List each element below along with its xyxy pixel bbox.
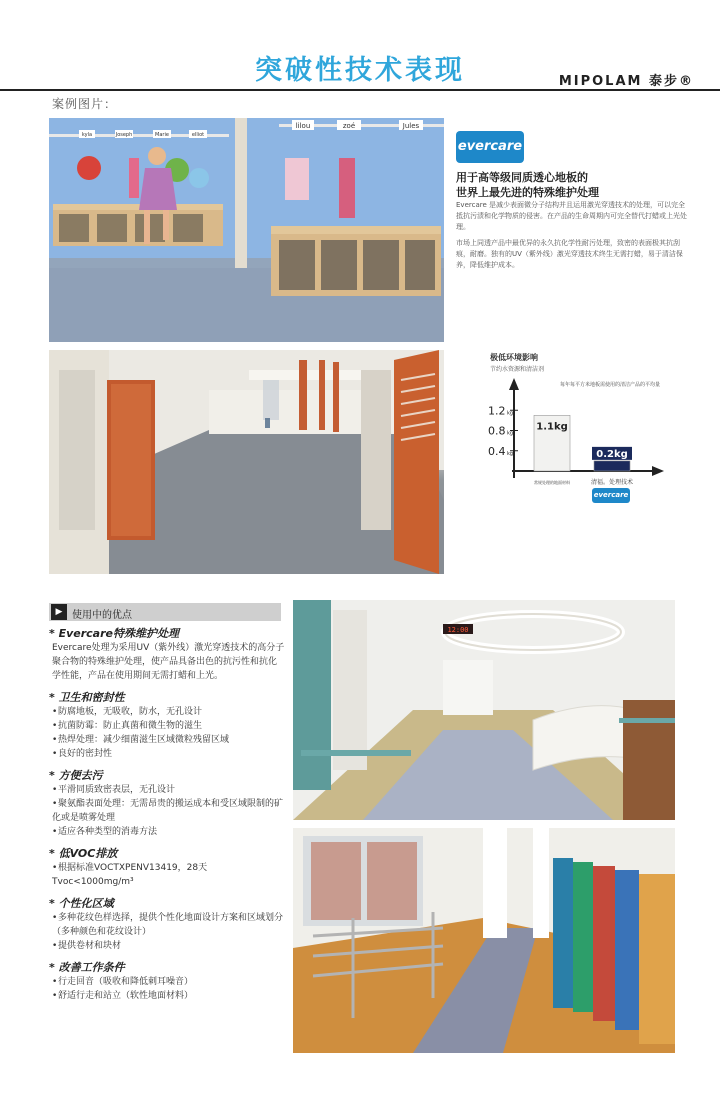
kindergarten-scene — [49, 118, 444, 342]
evercare-logo: evercare — [456, 131, 524, 163]
section-title: * 方便去污 — [49, 769, 103, 782]
chart-evercare-logo: evercare — [592, 488, 630, 503]
section-title: * 低VOC排放 — [49, 847, 118, 860]
advantages-header-label: 使用中的优点 — [72, 610, 132, 621]
bullet-item: •提供卷材和块材 — [52, 941, 122, 951]
bullet-item: •聚氨酯表面处理：无需昂贵的搬运成本和受区域限制的矿化或是喷雾处理 — [52, 799, 284, 823]
name-tag: lilou — [295, 122, 311, 130]
bullet-item: •良好的密封性 — [52, 749, 113, 759]
bar-value-label: 1.1kg — [536, 421, 568, 433]
bullet-item: •抗菌防霉：防止真菌和微生物的滋生 — [52, 721, 203, 731]
chart-title: 极低环境影响 — [490, 353, 538, 362]
evercare-heading-line2: 世界上最先进的特殊维护处理 — [456, 186, 599, 199]
section-title: * Evercare特殊维护处理 — [49, 627, 179, 640]
name-tag: Joseph — [115, 132, 133, 138]
bullet-item: •多种花纹色样选择，提供个性化地面设计方案和区域划分（多种颜色和花纹设计） — [52, 913, 284, 937]
y-axis-arrow — [509, 378, 519, 390]
lobby-scene — [293, 600, 675, 820]
chart-svg — [484, 350, 684, 510]
name-tag: kyla — [81, 132, 93, 138]
section-title: * 卫生和密封性 — [49, 691, 125, 704]
hospital-lobby-photo — [293, 600, 675, 820]
section-title: * 改善工作条件 — [49, 961, 125, 974]
evercare-heading-line1: 用于高等级同质透心地板的 — [456, 171, 588, 184]
advantages-list — [49, 626, 285, 1003]
bullet-item: •防腐地板，无吸收，防水，无孔设计 — [52, 707, 203, 717]
chart-subtitle: 节约水资源和清洁剂 — [490, 366, 545, 373]
bullet-item: •舒适行走和站立（软性地面材料） — [52, 991, 194, 1001]
school-scene — [293, 828, 675, 1053]
kindergarten-photo — [49, 118, 444, 342]
y-tick-label: 0.8 — [488, 424, 506, 438]
bar — [594, 461, 630, 471]
cleaning-chart — [484, 350, 684, 510]
section-title: * 个性化区域 — [49, 897, 114, 910]
case-images-label: 案例图片： — [52, 97, 118, 111]
chart-annotation: 每年每平方米地板需使用的清洁产品的平均量 — [560, 382, 661, 388]
y-tick-label: 0.4 — [488, 444, 506, 458]
y-tick-unit: kg — [507, 410, 514, 417]
bullet-item: •根据标准VOCTXPENV13419，28天Tvoc<1000mg/m³ — [52, 863, 208, 887]
x-category-label: 清福。处理技术 — [590, 479, 634, 486]
bullet-item: •行走回音（吸收和降低刺耳噪音） — [52, 977, 194, 987]
evercare-paragraph-2: 市场上同透产品中最优异的永久抗化学性耐污处理，致密的表面极其抗刮痕，耐磨。独有的UV（紫外线）激光穿透技术终生无需打蜡，易于清洁保养，降低维护成本。 — [456, 239, 683, 269]
play-icon: ▶ — [51, 604, 67, 620]
bullet-item: •适应各种类型的消毒方法 — [52, 827, 158, 837]
corridor-scene — [49, 350, 444, 574]
clock-sign: 12:00 — [447, 626, 469, 634]
evercare-paragraph-1: Evercare 是减少表面微分子结构并且运用激光穿透技术的处理，可以完全抵抗污渍和化学物质的侵害。在产品的生命周期内可完全替代打蜡或上光处理。 — [456, 201, 687, 231]
y-tick-unit: kg — [507, 450, 514, 457]
page-title: 突破性技术表现 — [255, 55, 465, 86]
name-tag: elliot — [191, 132, 205, 138]
evercare-heading — [456, 170, 686, 200]
section-paragraph: Evercare处理为采用UV（紫外线）激光穿透技术的高分子聚合物的特殊维护处理，使产品具备出色的抗污性和抗化学性能，产品在使用期间无需打蜡和上光。 — [52, 643, 285, 681]
header-divider — [0, 89, 720, 91]
brand-name: MIPOLAM 泰步® — [558, 74, 694, 89]
school-corridor-photo — [293, 828, 675, 1053]
y-tick-label: 1.2 — [488, 404, 506, 418]
y-tick-unit: kg — [507, 430, 514, 437]
name-tag: Marie — [155, 132, 169, 138]
name-tag: Jules — [402, 122, 420, 130]
name-tag: zoé — [342, 122, 356, 130]
x-axis-arrow — [652, 466, 664, 476]
hospital-corridor-photo — [49, 350, 444, 574]
x-category-label: 常规处理的地面材料 — [534, 480, 570, 485]
bar-value-label: 0.2kg — [596, 448, 628, 460]
bullet-item: •平滑同质致密表层，无孔设计 — [52, 785, 176, 795]
bullet-item: •热焊处理：减少细菌滋生区域微粒残留区域 — [52, 735, 230, 745]
